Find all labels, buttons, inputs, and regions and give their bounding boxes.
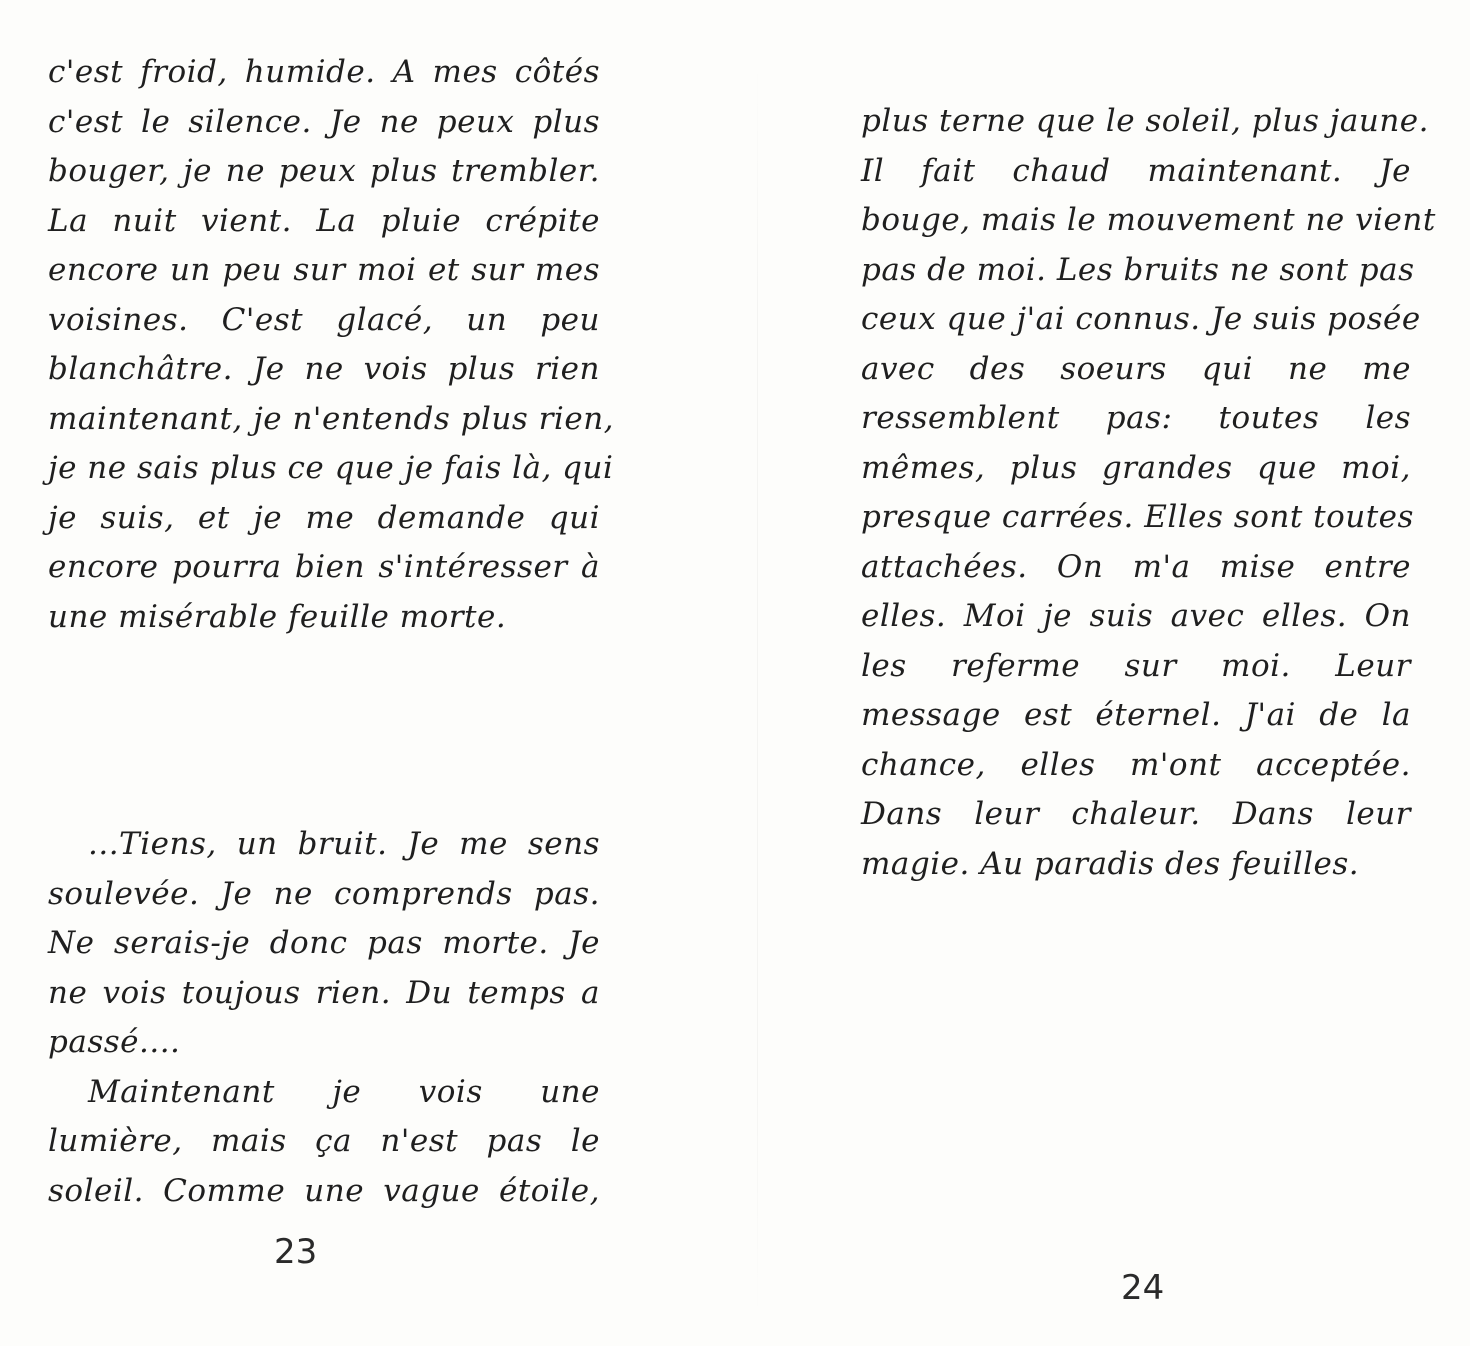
text-line: Maintenant je vois une bbox=[88, 1073, 600, 1110]
text-line: magie. Au paradis des feuilles. bbox=[861, 845, 1360, 882]
left-paragraph-1 bbox=[48, 48, 615, 642]
text-line: maintenant, je n'entends plus rien, bbox=[48, 400, 615, 437]
text-line: ressemblent pas: toutes les bbox=[861, 400, 1411, 436]
right-page bbox=[758, 0, 1470, 1346]
text-line: Ne serais-je donc pas morte. Je bbox=[48, 925, 600, 961]
text-line: La nuit vient. La pluie crépite bbox=[48, 202, 600, 239]
text-line: elles. Moi je suis avec elles. On bbox=[861, 598, 1411, 634]
text-line: mêmes, plus grandes que moi, bbox=[861, 449, 1411, 486]
text-line: une misérable feuille morte. bbox=[48, 598, 507, 635]
text-line: bouger, je ne peux plus trembler. bbox=[48, 153, 600, 189]
text-line: ne vois toujous rien. Du temps a bbox=[48, 974, 600, 1011]
text-line: pas de moi. Les bruits ne sont pas bbox=[861, 251, 1415, 288]
text-line: ceux que j'ai connus. Je suis posée bbox=[861, 301, 1421, 337]
text-line: message est éternel. J'ai de la bbox=[861, 697, 1411, 733]
text-line: voisines. C'est glacé, un peu bbox=[48, 301, 600, 338]
text-line: soleil. Comme une vague étoile, bbox=[48, 1172, 600, 1209]
text-line: presque carrées. Elles sont toutes bbox=[861, 499, 1414, 535]
text-line: c'est le silence. Je ne peux plus bbox=[48, 103, 600, 140]
text-line: encore un peu sur moi et sur mes bbox=[48, 252, 600, 288]
text-line: c'est froid, humide. A mes côtés bbox=[48, 54, 600, 90]
left-paragraph-2 bbox=[48, 820, 600, 1216]
text-line: blanchâtre. Je ne vois plus rien bbox=[48, 351, 600, 387]
text-line: chance, elles m'ont acceptée. bbox=[861, 746, 1411, 783]
text-line: Il fait chaud maintenant. Je bbox=[861, 152, 1411, 189]
text-line: je ne sais plus ce que je fais là, qui bbox=[48, 450, 614, 486]
page-number: 24 bbox=[1121, 1268, 1165, 1308]
text-line: Dans leur chaleur. Dans leur bbox=[861, 796, 1411, 832]
text-line: bouge, mais le mouvement ne vient bbox=[861, 202, 1436, 238]
text-line: ...Tiens, un bruit. Je me sens bbox=[88, 826, 600, 862]
text-line: je suis, et je me demande qui bbox=[48, 499, 600, 536]
text-line: avec des soeurs qui ne me bbox=[861, 350, 1411, 387]
text-line: soulevée. Je ne comprends pas. bbox=[48, 875, 600, 912]
text-line: les referme sur moi. Leur bbox=[861, 647, 1411, 684]
page-number: 23 bbox=[274, 1232, 318, 1272]
text-line: attachées. On m'a mise entre bbox=[861, 548, 1411, 585]
text-line: encore pourra bien s'intéresser à bbox=[48, 549, 600, 585]
text-line: lumière, mais ça n'est pas le bbox=[48, 1123, 600, 1159]
text-line: plus terne que le soleil, plus jaune. bbox=[861, 103, 1429, 139]
text-line: passé.... bbox=[48, 1024, 181, 1060]
right-paragraph-1 bbox=[861, 97, 1436, 889]
